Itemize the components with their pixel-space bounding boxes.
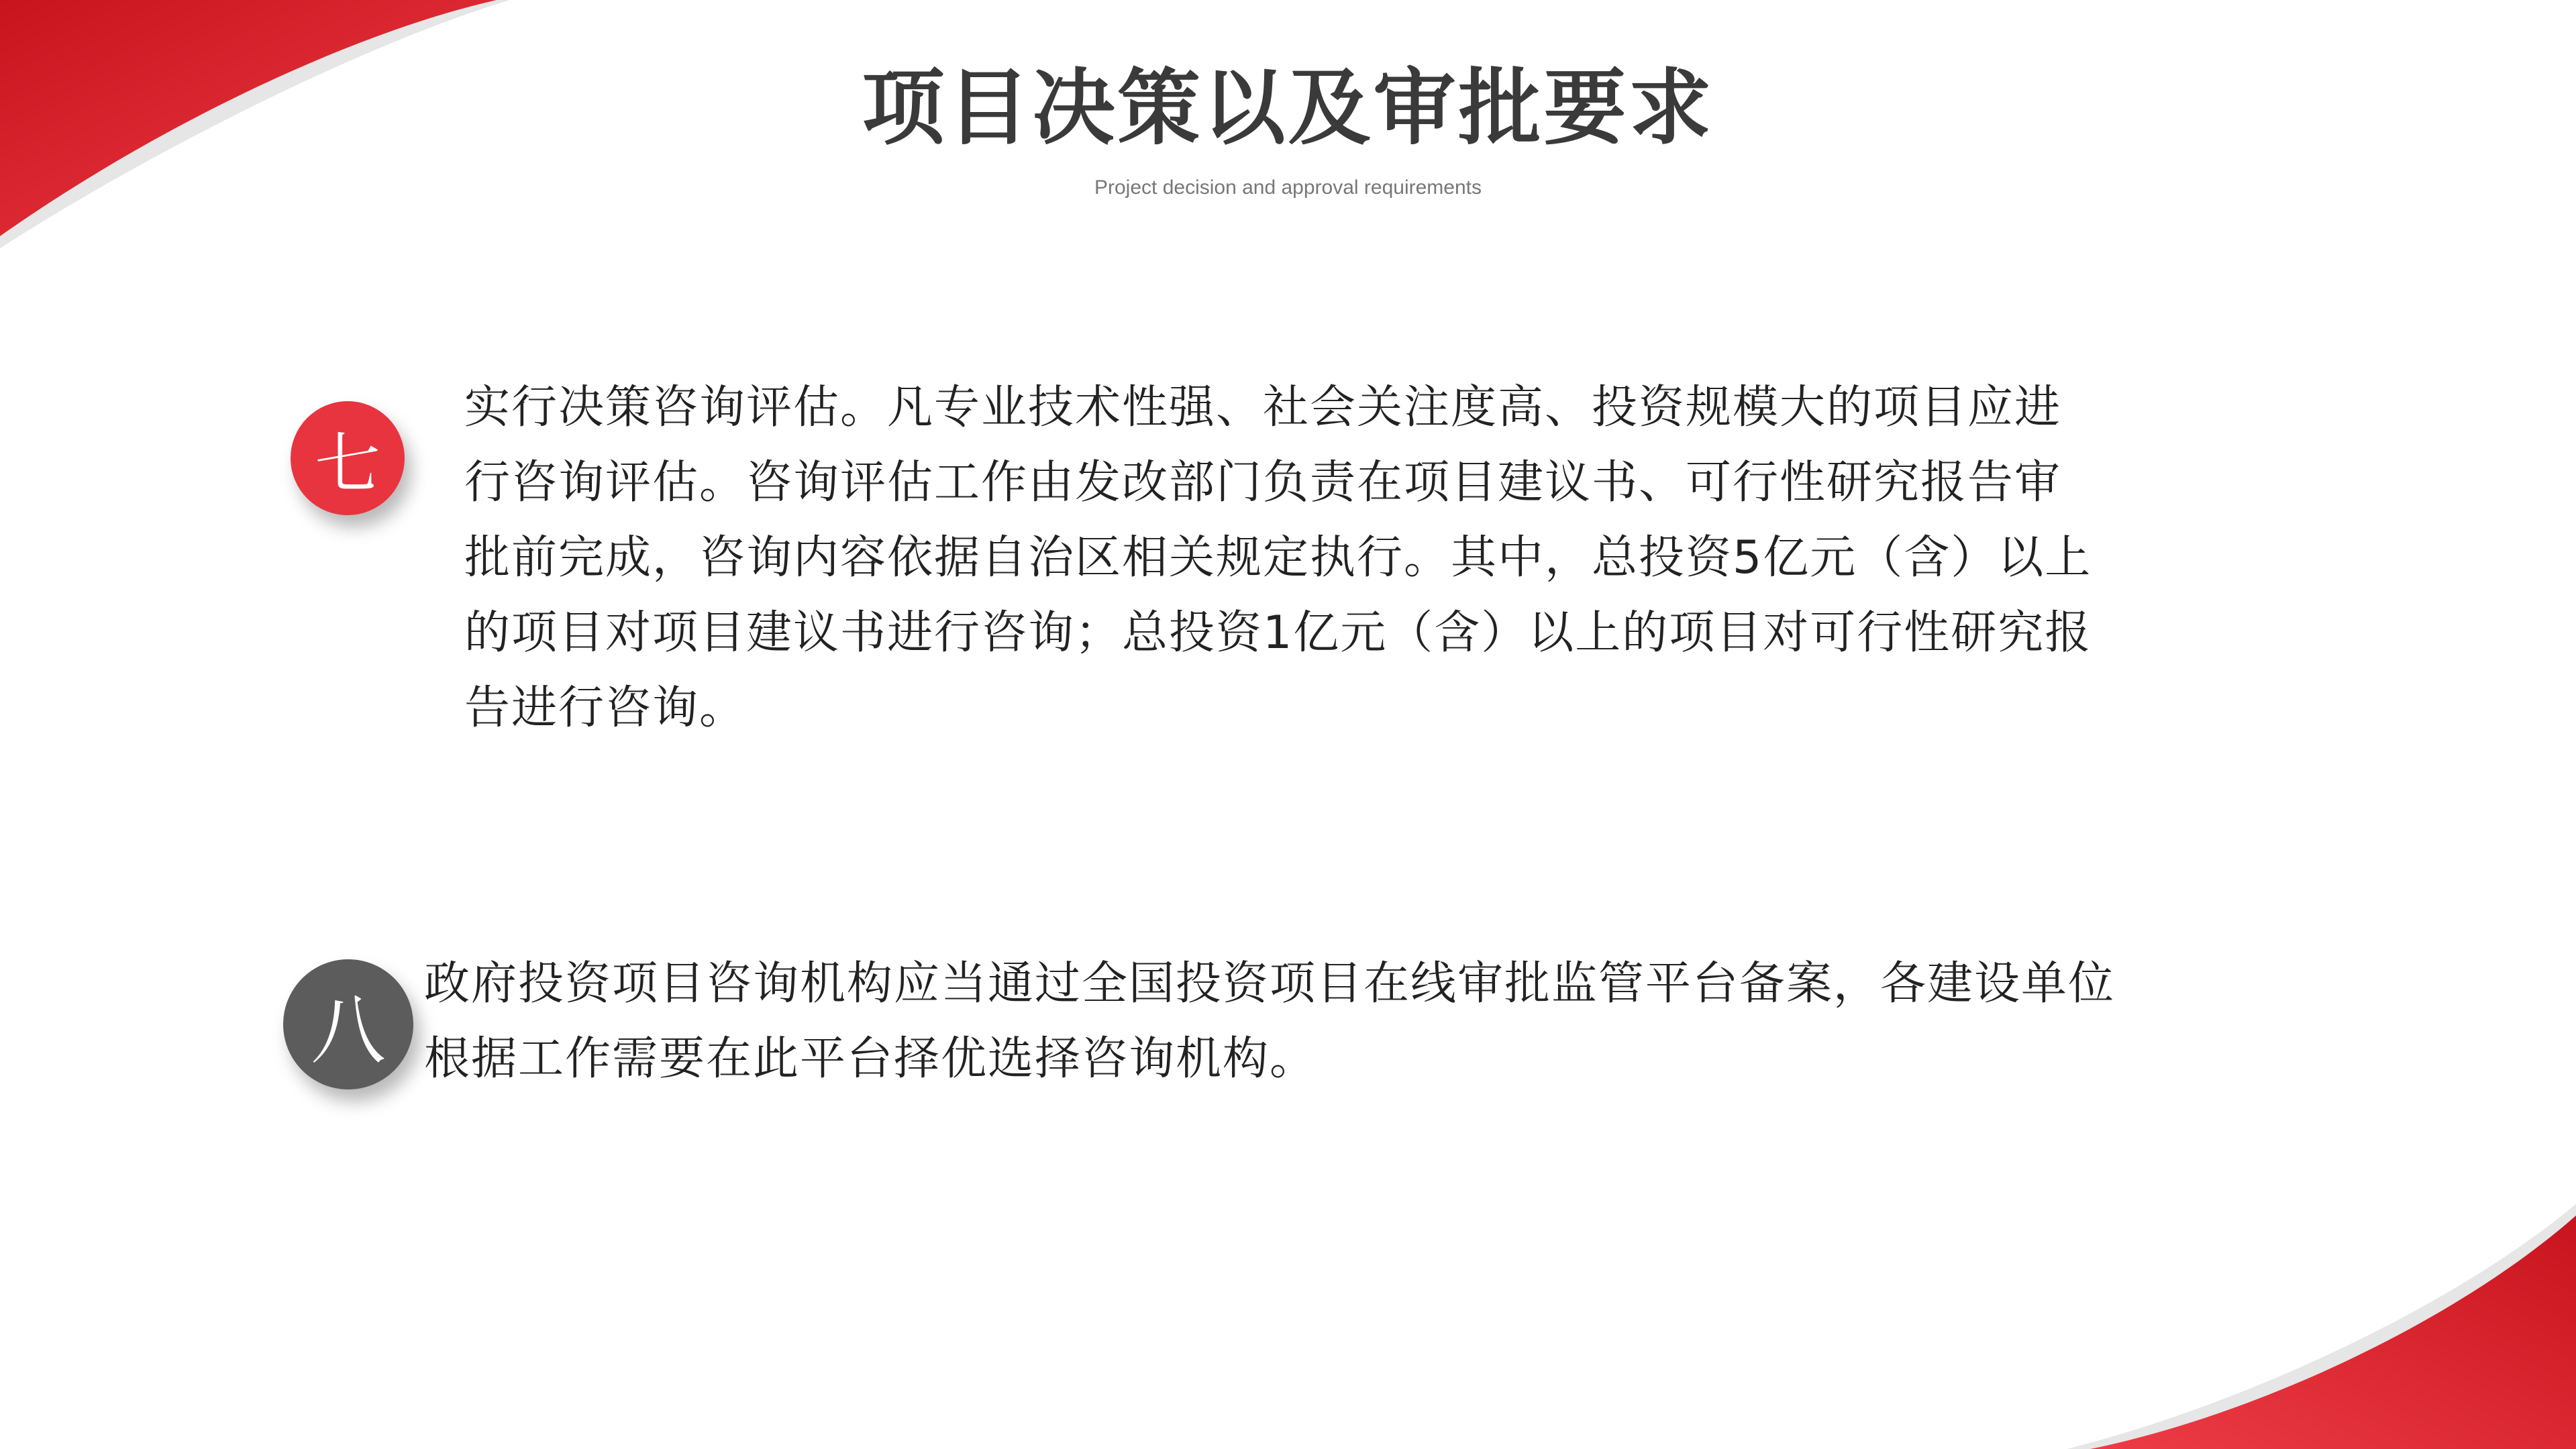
bottom-right-swoosh bbox=[2090, 1216, 2576, 1449]
item-number-badge: 七 bbox=[291, 401, 405, 515]
page-subtitle: Project decision and approval requirements bbox=[1094, 176, 1482, 199]
item-paragraph: 政府投资项目咨询机构应当通过全国投资项目在线审批监管平台备案，各建设单位根据工作需要在此平台择优选择咨询机构。 bbox=[424, 957, 2116, 1085]
page-title: 项目决策以及审批要求 bbox=[862, 60, 1714, 156]
item-number-badge: 八 bbox=[283, 959, 413, 1089]
item-paragraph: 实行决策咨询评估。凡专业技术性强、社会关注度高、投资规模大的项目应进行咨询评估。咨询评估工作由发改部门负责在项目建议书、可行性研究报告审批前完成，咨询内容依据自治区相关规定执行。其中，总投资5亿元（含）以上的项目对项目建议书进行咨询；总投资1亿元（含）以上的项目对可行性研究报告进行咨询。 bbox=[464, 381, 2092, 735]
